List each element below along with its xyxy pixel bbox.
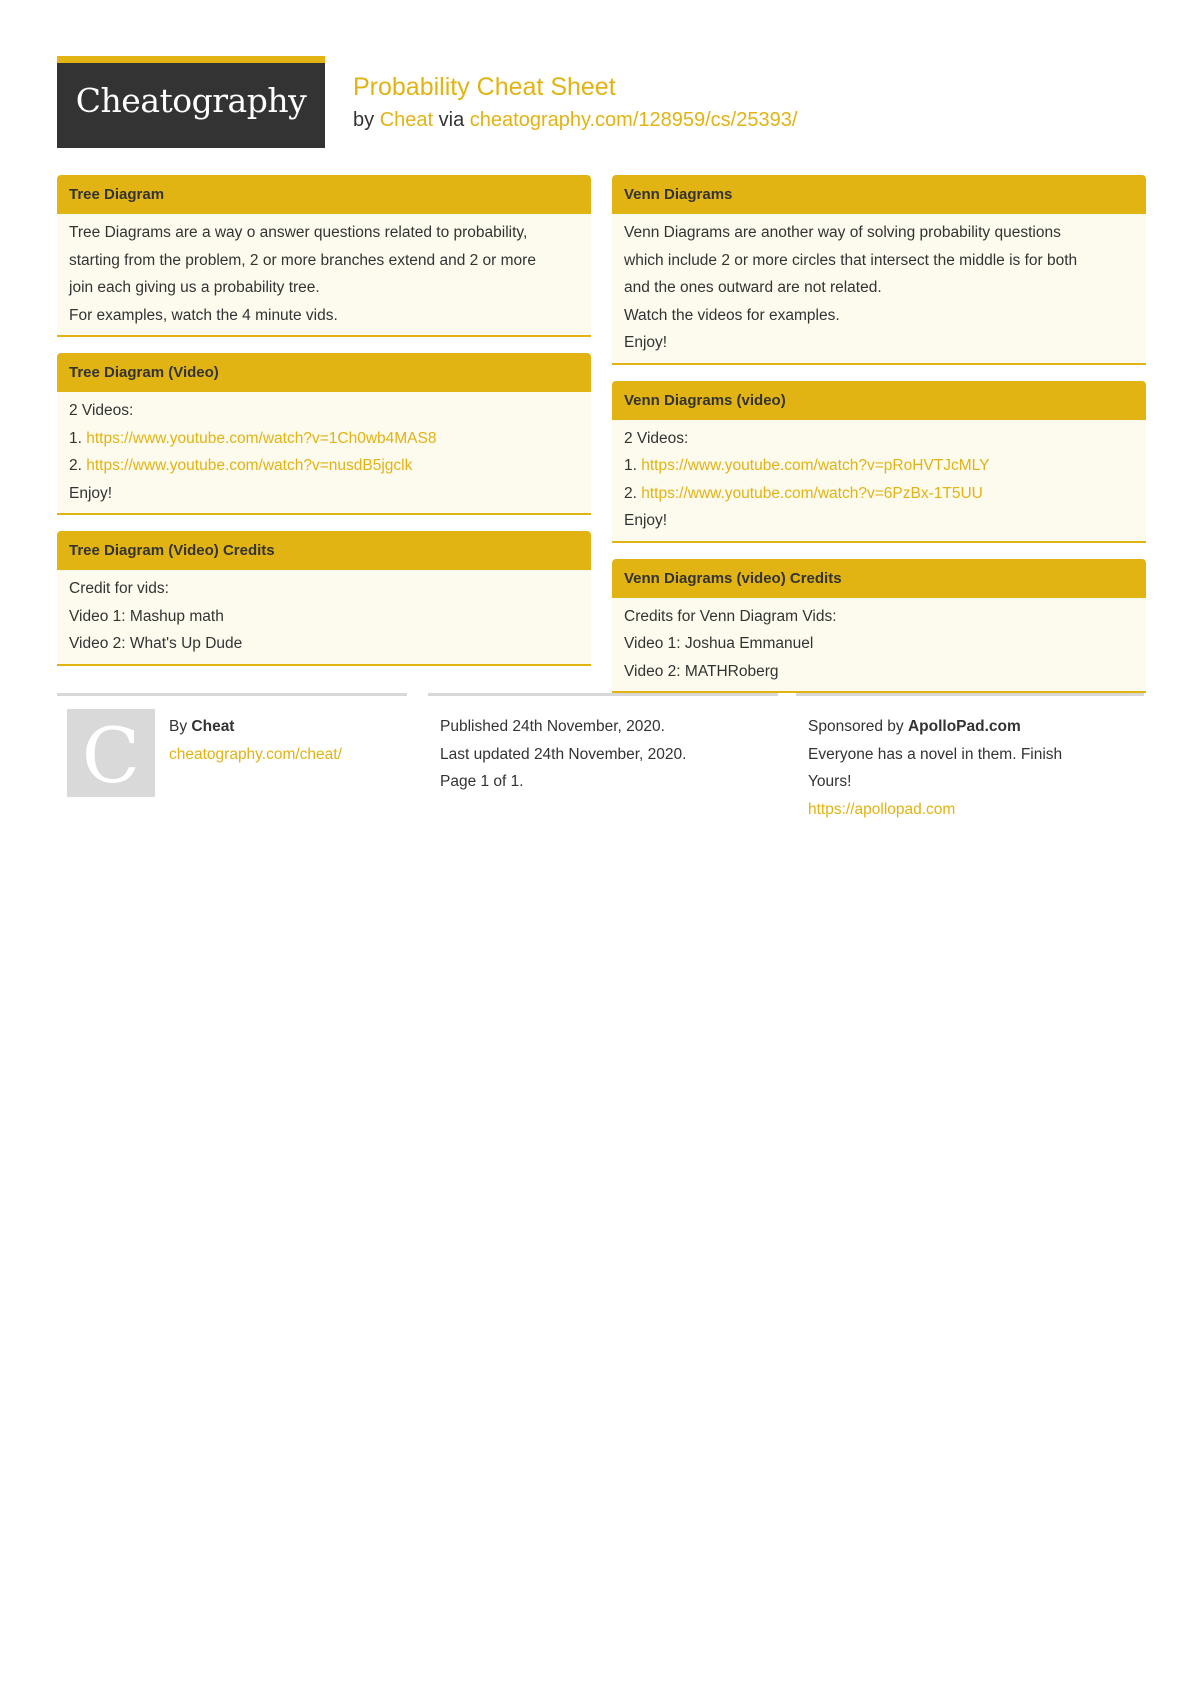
text-line: Video 2: What's Up Dude (69, 635, 243, 652)
video-item (69, 452, 579, 480)
box-title: Tree Diagram (Video) Credits (57, 531, 591, 570)
video-link-2[interactable]: https://www.youtube.com/watch?v=6PzBx-1T5UU (641, 484, 983, 502)
text-line: Enjoy! (69, 484, 113, 502)
text-line: starting from the problem, 2 or more branches extend and 2 or more (69, 251, 536, 269)
text-line: Watch the videos for examples. (624, 306, 840, 324)
sponsor-link[interactable]: https://apollopad.com (808, 800, 956, 818)
box-title: Tree Diagram (Video) (57, 353, 591, 392)
footer-dates (428, 693, 778, 826)
video-item (624, 480, 1134, 508)
item-number: 2. (69, 457, 82, 474)
box-title: Venn Diagrams (video) Credits (612, 559, 1146, 598)
text-line: 2 Videos: (624, 429, 689, 447)
footer-author (57, 693, 407, 826)
venn-diagrams-box (612, 175, 1146, 365)
text-line: Video 1: Mashup math (69, 607, 224, 625)
video-item (69, 425, 579, 453)
byline-via: via (438, 109, 465, 131)
text-line: Enjoy! (624, 334, 668, 351)
text-line: which include 2 or more circles that intersect the middle is for both (624, 251, 1078, 269)
box-body (57, 570, 591, 666)
page-number: Page 1 of 1. (440, 773, 524, 790)
sponsor-name[interactable]: ApolloPad.com (907, 718, 1021, 735)
box-body (57, 214, 591, 337)
sponsor-info (808, 713, 1108, 823)
video-link-1[interactable]: https://www.youtube.com/watch?v=pRoHVTJcMLY (641, 457, 990, 474)
sponsor-tagline-1: Everyone has a novel in them. Finish (808, 745, 1063, 763)
text-line: join each giving us a probability tree. (69, 279, 320, 296)
video-link-2[interactable]: https://www.youtube.com/watch?v=nusdB5jgclk (86, 457, 413, 474)
box-body (57, 392, 591, 515)
sponsor-line (808, 713, 1108, 741)
text-line: For examples, watch the 4 minute vids. (69, 306, 338, 324)
venn-diagrams-video-box (612, 381, 1146, 543)
box-title: Venn Diagrams (612, 175, 1146, 214)
text-line: 2 Videos: (69, 402, 134, 419)
left-column (57, 175, 591, 682)
text-line: Credits for Venn Diagram Vids: (624, 607, 837, 625)
text-line: Tree Diagrams are a way o answer questions related to probability, (69, 224, 528, 241)
published-date: Published 24th November, 2020. (440, 718, 665, 735)
video-link-1[interactable]: https://www.youtube.com/watch?v=1Ch0wb4MAS8 (86, 429, 437, 447)
author-profile-link[interactable]: cheatography.com/cheat/ (169, 745, 342, 763)
box-body (612, 598, 1146, 694)
video-item (624, 452, 1134, 480)
venn-diagrams-credits-box (612, 559, 1146, 694)
box-body (612, 214, 1146, 365)
page-title: Probability Cheat Sheet (353, 73, 616, 101)
author-info (169, 713, 342, 768)
author-link[interactable]: Cheat (379, 109, 434, 131)
by-prefix: By (169, 718, 188, 735)
text-line: Video 1: Joshua Emmanuel (624, 635, 814, 652)
sheet-url-link[interactable]: cheatography.com/128959/cs/25393/ (469, 109, 798, 131)
tree-diagram-box (57, 175, 591, 337)
tree-diagram-credits-box (57, 531, 591, 666)
logo-text: Cheatography (75, 81, 307, 120)
byline (353, 109, 797, 132)
text-line: Venn Diagrams are another way of solving probability questions (624, 224, 1061, 241)
box-title: Venn Diagrams (video) (612, 381, 1146, 420)
item-number: 1. (69, 429, 82, 447)
text-line: Enjoy! (624, 512, 668, 529)
right-column (612, 175, 1146, 709)
item-number: 1. (624, 457, 637, 474)
dates-info (440, 713, 686, 796)
text-line: and the ones outward are not related. (624, 279, 882, 296)
byline-by: by (353, 109, 375, 131)
avatar[interactable] (67, 709, 155, 800)
avatar-letter: C (81, 711, 141, 800)
box-body (612, 420, 1146, 543)
text-line: Credit for vids: (69, 580, 169, 597)
updated-date: Last updated 24th November, 2020. (440, 745, 687, 763)
cheatography-logo[interactable] (57, 56, 325, 148)
author-line (169, 713, 342, 741)
sponsor-tagline-2: Yours! (808, 773, 852, 790)
sponsor-prefix: Sponsored by (808, 718, 904, 735)
tree-diagram-video-box (57, 353, 591, 515)
footer-sponsor (796, 693, 1144, 826)
text-line: Video 2: MATHRoberg (624, 662, 779, 680)
item-number: 2. (624, 484, 637, 502)
author-name[interactable]: Cheat (191, 718, 235, 735)
box-title: Tree Diagram (57, 175, 591, 214)
